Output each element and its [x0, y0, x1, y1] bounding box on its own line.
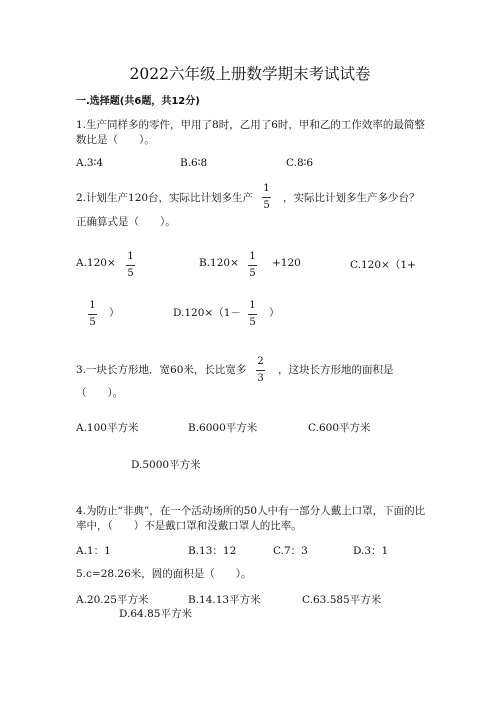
page-title: 2022六年级上册数学期末考试试卷: [129, 65, 371, 83]
q2-option-d-end: ）: [269, 307, 280, 319]
q5-option-a[interactable]: A.20.25平方米: [76, 594, 149, 606]
fraction-numerator: 1: [127, 251, 134, 262]
fraction-numerator: 1: [263, 183, 270, 194]
fraction-bar: [248, 265, 257, 266]
fraction-bar: [262, 197, 271, 198]
q5-option-d[interactable]: D.64.85平方米: [119, 608, 192, 620]
fraction-denominator: 3: [257, 373, 264, 384]
section-heading: 一.选择题(共6题，共12分): [76, 96, 200, 107]
q1-option-c[interactable]: C.8∶6: [286, 157, 314, 169]
q2-option-a[interactable]: A.120×: [76, 257, 116, 269]
q1-option-b[interactable]: B.6∶8: [180, 157, 208, 169]
fraction-bar: [256, 370, 265, 371]
fraction-bar: [126, 265, 135, 266]
q2-option-c-end: ）: [109, 307, 120, 319]
q2-text-line1-end: ，实际比计划多生产多少台？: [283, 192, 420, 204]
q3-option-c[interactable]: C.600平方米: [308, 422, 371, 434]
q5-text-line1: 5.c=28.26米，圆的面积是（ ）。: [76, 568, 252, 580]
q2-option-c-fraction: [88, 300, 97, 329]
q4-option-c[interactable]: C.7：3: [273, 545, 308, 557]
fraction-numerator: 1: [249, 300, 256, 311]
q3-text-line1-end: ，这块长方形地的面积是: [278, 364, 394, 376]
fraction-bar: [88, 314, 97, 315]
fraction-denominator: 5: [263, 200, 270, 211]
fraction-numerator: 1: [89, 300, 96, 311]
q4-option-a[interactable]: A.1：1: [76, 545, 111, 557]
q3-option-b[interactable]: B.6000平方米: [188, 422, 258, 434]
fraction-numerator: 2: [257, 356, 264, 367]
q2-option-d[interactable]: D.120×（1－: [173, 307, 241, 319]
q2-option-a-fraction: [126, 251, 135, 280]
q2-option-b-fraction: [248, 251, 257, 280]
fraction-denominator: 5: [249, 268, 256, 279]
q3-fraction: [256, 356, 265, 385]
fraction-denominator: 5: [249, 317, 256, 328]
q3-text-line2: （ ）。: [76, 387, 124, 399]
q3-option-d[interactable]: D.5000平方米: [131, 459, 201, 471]
q5-option-b[interactable]: B.14.13平方米: [188, 594, 261, 606]
q2-fraction: [262, 183, 271, 212]
q2-option-c[interactable]: C.120×（1+: [350, 259, 416, 271]
q2-text-line2: 正确算式是（ ）。: [76, 216, 176, 228]
q4-text-line1: 4.为防止“非典”，在一个活动场所的50人中有一部分人戴上口罩，下面的比: [76, 505, 426, 517]
q5-option-c[interactable]: C.63.585平方米: [302, 594, 382, 606]
q1-text-line2: 数比是（ ）。: [76, 134, 155, 146]
q3-text-line1-start: 3.一块长方形地．宽60米，长比宽多: [76, 364, 247, 376]
fraction-numerator: 1: [249, 251, 256, 262]
q4-option-d[interactable]: D.3：1: [353, 545, 389, 557]
q2-text-line1-start: 2.计划生产120台，实际比计划多生产: [76, 192, 254, 204]
q1-text-line1: 1.生产同样多的零件，甲用了8时，乙用了6时，甲和乙的工作效率的最简整: [76, 119, 425, 131]
fraction-denominator: 5: [127, 268, 134, 279]
fraction-bar: [248, 314, 257, 315]
fraction-denominator: 5: [89, 317, 96, 328]
q2-option-b-end: +120: [272, 257, 301, 269]
q1-option-a[interactable]: A.3∶4: [76, 157, 104, 169]
q4-option-b[interactable]: B.13：12: [188, 545, 237, 557]
q2-option-d-fraction: [248, 300, 257, 329]
q3-option-a[interactable]: A.100平方米: [76, 422, 139, 434]
q2-option-b[interactable]: B.120×: [199, 257, 239, 269]
q4-text-line2: 率中，（ ）不是戴口罩和没戴口罩人的比率。: [76, 520, 302, 532]
